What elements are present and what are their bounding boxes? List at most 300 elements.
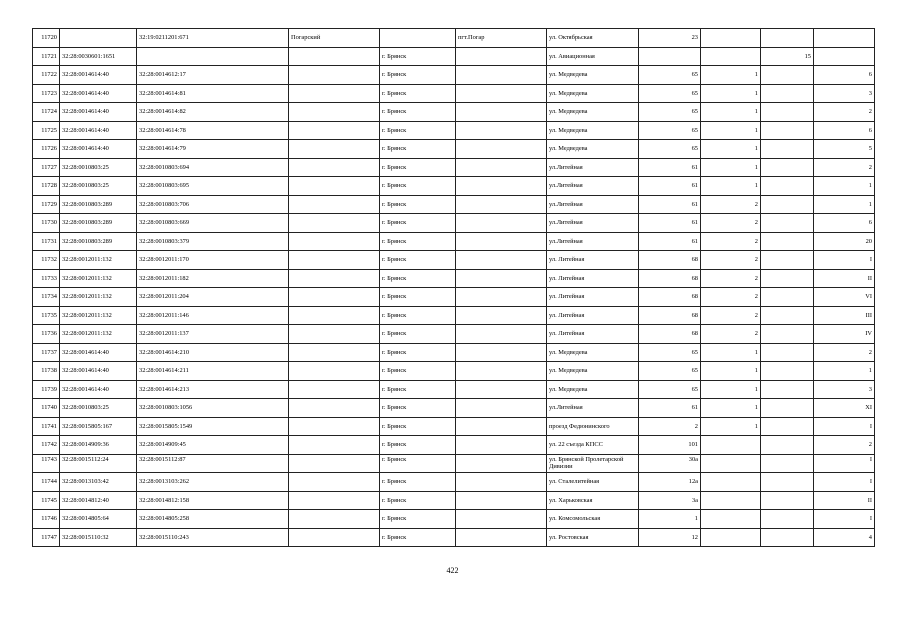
- cell-district: [289, 84, 380, 103]
- cell-apartment-number: II: [814, 491, 875, 510]
- cell-building-number: 2: [701, 288, 761, 307]
- cell-street: ул. Литейная: [547, 306, 639, 325]
- cell-structure-number: [761, 306, 814, 325]
- cell-city: г. Брянск: [380, 158, 456, 177]
- cell-street: ул. Ростовская: [547, 528, 639, 547]
- cell-land-cadastral-number: 32:28:0014614:40: [60, 343, 137, 362]
- cell-district: [289, 343, 380, 362]
- cell-apartment-number: I: [814, 510, 875, 529]
- cell-structure-number: [761, 177, 814, 196]
- cell-settlement: [456, 66, 547, 85]
- cell-city: г. Брянск: [380, 214, 456, 233]
- cell-city: г. Брянск: [380, 306, 456, 325]
- cell-building-number: [701, 29, 761, 48]
- cell-city: г. Брянск: [380, 195, 456, 214]
- cell-building-number: [701, 510, 761, 529]
- cell-land-cadastral-number: 32:28:0014614:40: [60, 380, 137, 399]
- cell-land-cadastral-number: 32:28:0014909:36: [60, 436, 137, 455]
- cell-street: ул. Литейная: [547, 288, 639, 307]
- cell-object-cadastral-number: 32:28:0014614:213: [137, 380, 289, 399]
- cell-object-cadastral-number: 32:28:0012011:146: [137, 306, 289, 325]
- cell-row-number: 11738: [33, 362, 60, 381]
- cell-settlement: [456, 528, 547, 547]
- cell-house-number: 68: [639, 269, 701, 288]
- cell-object-cadastral-number: 32:28:0012011:204: [137, 288, 289, 307]
- table-row: [33, 121, 875, 140]
- cell-object-cadastral-number: 32:28:0014614:79: [137, 140, 289, 159]
- cell-object-cadastral-number: 32:28:0014614:81: [137, 84, 289, 103]
- table-row: [33, 528, 875, 547]
- cell-apartment-number: 1: [814, 362, 875, 381]
- cell-structure-number: 15: [761, 47, 814, 66]
- table-row: [33, 103, 875, 122]
- cell-row-number: 11721: [33, 47, 60, 66]
- cell-building-number: [701, 528, 761, 547]
- cell-city: г. Брянск: [380, 269, 456, 288]
- cell-district: [289, 510, 380, 529]
- cell-street: ул.Литейная: [547, 399, 639, 418]
- cell-object-cadastral-number: 32:28:0013103:262: [137, 473, 289, 492]
- cell-row-number: 11742: [33, 436, 60, 455]
- table-row: [33, 510, 875, 529]
- cell-apartment-number: [814, 47, 875, 66]
- cell-city: г. Брянск: [380, 325, 456, 344]
- cell-district: [289, 121, 380, 140]
- table-row: [33, 84, 875, 103]
- cell-structure-number: [761, 288, 814, 307]
- cell-street: ул.Литейная: [547, 158, 639, 177]
- table-row: [33, 140, 875, 159]
- table-row: [33, 306, 875, 325]
- cell-row-number: 11729: [33, 195, 60, 214]
- register-table: [32, 28, 875, 547]
- cell-land-cadastral-number: 32:28:0014614:40: [60, 140, 137, 159]
- table-row: [33, 473, 875, 492]
- table-row: [33, 454, 875, 473]
- cell-object-cadastral-number: 32:28:0014614:211: [137, 362, 289, 381]
- cell-street: ул. Октябрьская: [547, 29, 639, 48]
- cell-row-number: 11733: [33, 269, 60, 288]
- cell-settlement: [456, 473, 547, 492]
- cell-house-number: [639, 47, 701, 66]
- cell-apartment-number: 3: [814, 380, 875, 399]
- cell-district: [289, 491, 380, 510]
- cell-structure-number: [761, 343, 814, 362]
- cell-district: [289, 288, 380, 307]
- cell-row-number: 11743: [33, 454, 60, 473]
- cell-street: ул. Медведева: [547, 66, 639, 85]
- cell-settlement: [456, 251, 547, 270]
- cell-apartment-number: [814, 29, 875, 48]
- cell-city: г. Брянск: [380, 177, 456, 196]
- cell-house-number: 68: [639, 288, 701, 307]
- cell-structure-number: [761, 158, 814, 177]
- cell-settlement: [456, 380, 547, 399]
- cell-house-number: 65: [639, 121, 701, 140]
- cell-land-cadastral-number: [60, 29, 137, 48]
- cell-street: ул. Медведева: [547, 380, 639, 399]
- cell-land-cadastral-number: 32:28:0014805:64: [60, 510, 137, 529]
- cell-district: [289, 528, 380, 547]
- cell-building-number: 2: [701, 306, 761, 325]
- cell-city: г. Брянск: [380, 473, 456, 492]
- cell-row-number: 11722: [33, 66, 60, 85]
- cell-structure-number: [761, 121, 814, 140]
- cell-district: [289, 325, 380, 344]
- cell-house-number: 65: [639, 66, 701, 85]
- cell-street: ул. Брянской Пролетарской Дивизии: [547, 454, 639, 473]
- cell-building-number: 1: [701, 343, 761, 362]
- cell-settlement: [456, 140, 547, 159]
- cell-apartment-number: 2: [814, 343, 875, 362]
- cell-object-cadastral-number: 32:28:0012011:170: [137, 251, 289, 270]
- cell-street: ул. Медведева: [547, 140, 639, 159]
- cell-street: ул.Литейная: [547, 214, 639, 233]
- cell-apartment-number: 1: [814, 177, 875, 196]
- cell-settlement: [456, 47, 547, 66]
- table-row: [33, 66, 875, 85]
- cell-settlement: [456, 436, 547, 455]
- cell-land-cadastral-number: 32:28:0014614:40: [60, 121, 137, 140]
- cell-city: г. Брянск: [380, 362, 456, 381]
- cell-row-number: 11739: [33, 380, 60, 399]
- cell-district: [289, 140, 380, 159]
- cell-city: г. Брянск: [380, 251, 456, 270]
- cell-settlement: [456, 454, 547, 473]
- table-row: [33, 177, 875, 196]
- cell-district: [289, 306, 380, 325]
- cell-land-cadastral-number: 32:28:0030601:1651: [60, 47, 137, 66]
- cell-settlement: [456, 232, 547, 251]
- cell-settlement: [456, 195, 547, 214]
- cell-settlement: [456, 121, 547, 140]
- cell-district: Погарский: [289, 29, 380, 48]
- cell-structure-number: [761, 269, 814, 288]
- cell-land-cadastral-number: 32:28:0014614:40: [60, 66, 137, 85]
- cell-object-cadastral-number: 32:28:0010803:669: [137, 214, 289, 233]
- cell-apartment-number: 6: [814, 214, 875, 233]
- cell-district: [289, 380, 380, 399]
- cell-house-number: 68: [639, 251, 701, 270]
- cell-street: ул. Литейная: [547, 325, 639, 344]
- cell-apartment-number: 1: [814, 195, 875, 214]
- cell-district: [289, 158, 380, 177]
- table-row: [33, 47, 875, 66]
- cell-city: г. Брянск: [380, 103, 456, 122]
- cell-house-number: 65: [639, 380, 701, 399]
- cell-structure-number: [761, 399, 814, 418]
- cell-street: ул. Медведева: [547, 362, 639, 381]
- cell-object-cadastral-number: 32:28:0010803:706: [137, 195, 289, 214]
- cell-building-number: 2: [701, 251, 761, 270]
- cell-land-cadastral-number: 32:28:0012011:132: [60, 269, 137, 288]
- cell-building-number: [701, 436, 761, 455]
- cell-street: ул. 22 съезда КПСС: [547, 436, 639, 455]
- cell-house-number: 12: [639, 528, 701, 547]
- cell-settlement: [456, 214, 547, 233]
- register-table-body: [33, 29, 875, 547]
- cell-settlement: [456, 103, 547, 122]
- table-row: [33, 29, 875, 48]
- table-row: [33, 380, 875, 399]
- cell-street: ул. Литейная: [547, 251, 639, 270]
- cell-house-number: 12а: [639, 473, 701, 492]
- cell-object-cadastral-number: 32:19:0211201:671: [137, 29, 289, 48]
- cell-settlement: [456, 84, 547, 103]
- table-row: [33, 417, 875, 436]
- cell-row-number: 11737: [33, 343, 60, 362]
- cell-house-number: 2: [639, 417, 701, 436]
- cell-street: ул.Литейная: [547, 177, 639, 196]
- cell-building-number: 2: [701, 325, 761, 344]
- cell-row-number: 11735: [33, 306, 60, 325]
- cell-land-cadastral-number: 32:28:0010803:25: [60, 399, 137, 418]
- cell-land-cadastral-number: 32:28:0010803:25: [60, 177, 137, 196]
- cell-street: ул. Сталелитейная: [547, 473, 639, 492]
- cell-apartment-number: 20: [814, 232, 875, 251]
- cell-house-number: 61: [639, 214, 701, 233]
- cell-structure-number: [761, 454, 814, 473]
- cell-settlement: [456, 491, 547, 510]
- cell-street: ул.Литейная: [547, 232, 639, 251]
- cell-apartment-number: 2: [814, 158, 875, 177]
- cell-house-number: 68: [639, 325, 701, 344]
- cell-city: г. Брянск: [380, 491, 456, 510]
- cell-row-number: 11727: [33, 158, 60, 177]
- cell-street: ул. Медведева: [547, 84, 639, 103]
- table-row: [33, 232, 875, 251]
- cell-house-number: 1: [639, 510, 701, 529]
- cell-row-number: 11744: [33, 473, 60, 492]
- cell-row-number: 11745: [33, 491, 60, 510]
- cell-house-number: 23: [639, 29, 701, 48]
- cell-structure-number: [761, 251, 814, 270]
- cell-building-number: 1: [701, 121, 761, 140]
- cell-object-cadastral-number: 32:28:0010803:695: [137, 177, 289, 196]
- cell-structure-number: [761, 473, 814, 492]
- cell-building-number: 1: [701, 158, 761, 177]
- cell-building-number: 2: [701, 195, 761, 214]
- cell-row-number: 11728: [33, 177, 60, 196]
- cell-object-cadastral-number: 32:28:0010803:379: [137, 232, 289, 251]
- cell-object-cadastral-number: 32:28:0014612:17: [137, 66, 289, 85]
- cell-structure-number: [761, 66, 814, 85]
- cell-district: [289, 103, 380, 122]
- cell-apartment-number: I: [814, 417, 875, 436]
- cell-settlement: [456, 306, 547, 325]
- cell-land-cadastral-number: 32:28:0012011:132: [60, 306, 137, 325]
- cell-city: г. Брянск: [380, 66, 456, 85]
- cell-row-number: 11740: [33, 399, 60, 418]
- cell-land-cadastral-number: 32:28:0010803:289: [60, 214, 137, 233]
- cell-building-number: 1: [701, 84, 761, 103]
- cell-district: [289, 251, 380, 270]
- cell-building-number: 2: [701, 269, 761, 288]
- cell-district: [289, 232, 380, 251]
- cell-building-number: 1: [701, 399, 761, 418]
- cell-district: [289, 362, 380, 381]
- table-row: [33, 362, 875, 381]
- cell-row-number: 11734: [33, 288, 60, 307]
- table-row: [33, 214, 875, 233]
- cell-city: г. Брянск: [380, 454, 456, 473]
- cell-street: ул. Харьковская: [547, 491, 639, 510]
- cell-land-cadastral-number: 32:28:0012011:132: [60, 288, 137, 307]
- cell-object-cadastral-number: [137, 47, 289, 66]
- cell-structure-number: [761, 528, 814, 547]
- cell-apartment-number: I: [814, 454, 875, 473]
- cell-row-number: 11731: [33, 232, 60, 251]
- cell-district: [289, 454, 380, 473]
- cell-apartment-number: VI: [814, 288, 875, 307]
- cell-settlement: [456, 510, 547, 529]
- cell-city: г. Брянск: [380, 510, 456, 529]
- cell-street: ул. Медведева: [547, 343, 639, 362]
- cell-apartment-number: 6: [814, 66, 875, 85]
- cell-row-number: 11741: [33, 417, 60, 436]
- cell-city: г. Брянск: [380, 140, 456, 159]
- cell-row-number: 11736: [33, 325, 60, 344]
- cell-house-number: 3а: [639, 491, 701, 510]
- cell-building-number: 2: [701, 232, 761, 251]
- cell-land-cadastral-number: 32:28:0012011:132: [60, 251, 137, 270]
- cell-house-number: 61: [639, 232, 701, 251]
- cell-apartment-number: XI: [814, 399, 875, 418]
- cell-row-number: 11732: [33, 251, 60, 270]
- cell-building-number: [701, 454, 761, 473]
- cell-district: [289, 269, 380, 288]
- cell-row-number: 11726: [33, 140, 60, 159]
- cell-apartment-number: I: [814, 251, 875, 270]
- cell-structure-number: [761, 325, 814, 344]
- cell-apartment-number: 6: [814, 121, 875, 140]
- cell-settlement: [456, 399, 547, 418]
- cell-object-cadastral-number: 32:28:0014614:82: [137, 103, 289, 122]
- cell-house-number: 68: [639, 306, 701, 325]
- cell-land-cadastral-number: 32:28:0014614:40: [60, 84, 137, 103]
- cell-district: [289, 473, 380, 492]
- cell-apartment-number: IV: [814, 325, 875, 344]
- cell-structure-number: [761, 510, 814, 529]
- cell-structure-number: [761, 195, 814, 214]
- cell-city: [380, 29, 456, 48]
- cell-building-number: 1: [701, 177, 761, 196]
- cell-house-number: 61: [639, 177, 701, 196]
- cell-land-cadastral-number: 32:28:0015110:32: [60, 528, 137, 547]
- cell-house-number: 65: [639, 362, 701, 381]
- cell-house-number: 65: [639, 84, 701, 103]
- cell-building-number: 2: [701, 214, 761, 233]
- cell-land-cadastral-number: 32:28:0013103:42: [60, 473, 137, 492]
- table-row: [33, 288, 875, 307]
- cell-district: [289, 417, 380, 436]
- cell-settlement: [456, 177, 547, 196]
- cell-settlement: [456, 269, 547, 288]
- cell-land-cadastral-number: 32:28:0010803:289: [60, 232, 137, 251]
- cell-land-cadastral-number: 32:28:0015112:24: [60, 454, 137, 473]
- table-row: [33, 325, 875, 344]
- cell-structure-number: [761, 232, 814, 251]
- cell-structure-number: [761, 214, 814, 233]
- cell-land-cadastral-number: 32:28:0010803:289: [60, 195, 137, 214]
- cell-house-number: 101: [639, 436, 701, 455]
- cell-object-cadastral-number: 32:28:0014805:258: [137, 510, 289, 529]
- table-row: [33, 436, 875, 455]
- cell-city: г. Брянск: [380, 528, 456, 547]
- cell-apartment-number: 3: [814, 84, 875, 103]
- cell-house-number: 61: [639, 158, 701, 177]
- table-row: [33, 251, 875, 270]
- cell-settlement: [456, 417, 547, 436]
- cell-house-number: 30а: [639, 454, 701, 473]
- cell-object-cadastral-number: 32:28:0015805:1549: [137, 417, 289, 436]
- cell-row-number: 11725: [33, 121, 60, 140]
- cell-object-cadastral-number: 32:28:0014614:78: [137, 121, 289, 140]
- cell-building-number: [701, 491, 761, 510]
- cell-object-cadastral-number: 32:28:0014812:158: [137, 491, 289, 510]
- cell-structure-number: [761, 29, 814, 48]
- cell-house-number: 61: [639, 195, 701, 214]
- cell-building-number: [701, 47, 761, 66]
- cell-settlement: [456, 325, 547, 344]
- cell-city: г. Брянск: [380, 288, 456, 307]
- cell-apartment-number: 2: [814, 103, 875, 122]
- cell-city: г. Брянск: [380, 417, 456, 436]
- cell-settlement: [456, 343, 547, 362]
- cell-object-cadastral-number: 32:28:0012011:182: [137, 269, 289, 288]
- cell-district: [289, 47, 380, 66]
- cell-district: [289, 399, 380, 418]
- table-row: [33, 195, 875, 214]
- cell-city: г. Брянск: [380, 343, 456, 362]
- table-row: [33, 399, 875, 418]
- cell-object-cadastral-number: 32:28:0015110:243: [137, 528, 289, 547]
- cell-row-number: 11747: [33, 528, 60, 547]
- cell-city: г. Брянск: [380, 84, 456, 103]
- cell-land-cadastral-number: 32:28:0014812:40: [60, 491, 137, 510]
- cell-district: [289, 436, 380, 455]
- cell-settlement: [456, 362, 547, 381]
- cell-building-number: 1: [701, 417, 761, 436]
- cell-house-number: 65: [639, 140, 701, 159]
- cell-structure-number: [761, 362, 814, 381]
- page-number: 422: [446, 566, 459, 575]
- cell-apartment-number: 5: [814, 140, 875, 159]
- cell-street: ул. Медведева: [547, 121, 639, 140]
- cell-city: г. Брянск: [380, 399, 456, 418]
- cell-settlement: пгт.Погар: [456, 29, 547, 48]
- cell-structure-number: [761, 436, 814, 455]
- cell-apartment-number: III: [814, 306, 875, 325]
- cell-structure-number: [761, 491, 814, 510]
- cell-building-number: 1: [701, 66, 761, 85]
- cell-object-cadastral-number: 32:28:0010803:1056: [137, 399, 289, 418]
- cell-land-cadastral-number: 32:28:0014614:40: [60, 103, 137, 122]
- cell-street: ул. Комсомольская: [547, 510, 639, 529]
- cell-settlement: [456, 288, 547, 307]
- cell-object-cadastral-number: 32:28:0015112:87: [137, 454, 289, 473]
- table-row: [33, 343, 875, 362]
- cell-land-cadastral-number: 32:28:0014614:40: [60, 362, 137, 381]
- cell-apartment-number: 4: [814, 528, 875, 547]
- cell-building-number: [701, 473, 761, 492]
- cell-structure-number: [761, 380, 814, 399]
- cell-row-number: 11723: [33, 84, 60, 103]
- cell-street: ул. Литейная: [547, 269, 639, 288]
- cell-structure-number: [761, 103, 814, 122]
- cell-street: ул.Литейная: [547, 195, 639, 214]
- cell-settlement: [456, 158, 547, 177]
